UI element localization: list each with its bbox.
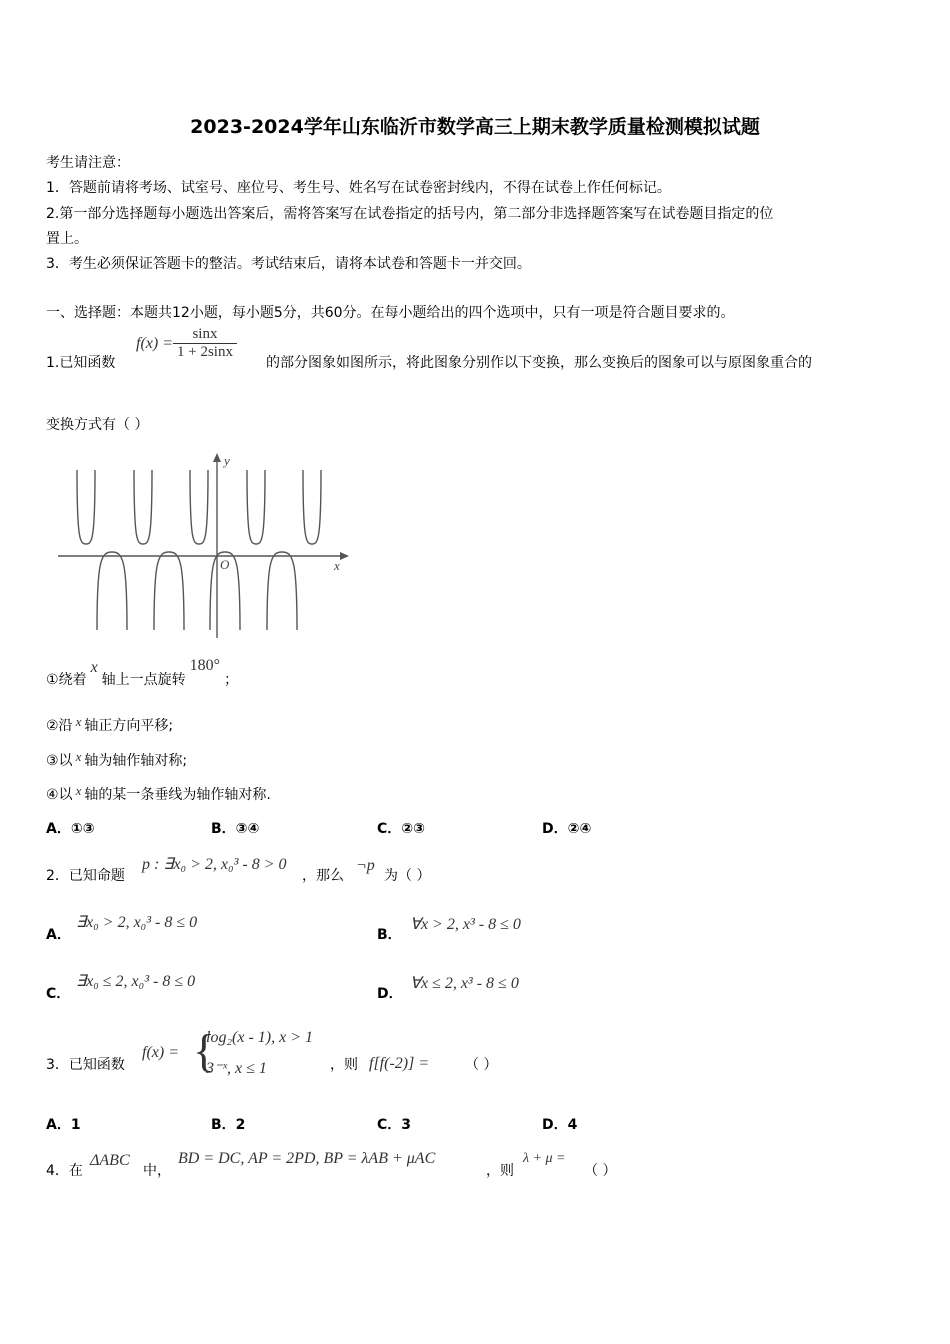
lower-branch-1 bbox=[97, 552, 127, 630]
q1-graph bbox=[50, 448, 355, 643]
q2-option-b[interactable]: ∀x > 2, x³ - 8 ≤ 0 bbox=[410, 916, 521, 933]
q3-case-2: 3⁻ˣ, x ≤ 1 bbox=[206, 1060, 267, 1077]
q1-item1-text-a: ①绕着 bbox=[46, 672, 87, 688]
q2-option-c[interactable]: ∃x₀ ≤ 2, x₀³ - 8 ≤ 0 bbox=[76, 973, 196, 990]
upper-branch-2 bbox=[134, 470, 152, 544]
page-title: 2023-2024学年山东临沂市数学高三上期末教学质量检测模拟试题 bbox=[190, 116, 760, 138]
upper-branch-3 bbox=[190, 470, 208, 544]
q3-case-1: log₂(x - 1), x > 1 bbox=[206, 1029, 313, 1046]
q1-item1-text-b: 轴上一点旋转 bbox=[101, 672, 186, 688]
notice-item-3: 3．考生必须保证答题卡的整洁。考试结束后，请将本试卷和答题卡一并交回。 bbox=[46, 256, 531, 272]
q1-item2-var: x bbox=[75, 714, 82, 729]
q1-item2-text-a: ②沿 bbox=[46, 718, 73, 734]
q2-suffix: 为（ ） bbox=[384, 868, 431, 884]
q1-option-d[interactable]: D．②④ bbox=[542, 821, 592, 837]
q1-option-a[interactable]: A．①③ bbox=[46, 821, 95, 837]
q1-item4-text-b: 轴的某一条垂线为轴作轴对称. bbox=[84, 787, 271, 803]
q1-item1 bbox=[46, 657, 239, 689]
q3-option-c[interactable]: C．3 bbox=[377, 1117, 412, 1133]
y-axis-arrow bbox=[213, 453, 221, 462]
q1-item3 bbox=[46, 750, 187, 770]
q4-prefix: 4．在 bbox=[46, 1163, 83, 1179]
q1-item1-var: x bbox=[90, 659, 98, 676]
q3-middle: ，则 bbox=[330, 1057, 358, 1073]
q1-func: f(x) = bbox=[136, 334, 173, 352]
q1-item4-text-a: ④以 bbox=[46, 787, 73, 803]
q1-option-c[interactable]: C．②③ bbox=[377, 821, 425, 837]
lower-branch-2 bbox=[154, 552, 184, 630]
q2-option-a-label[interactable]: A． bbox=[46, 927, 71, 943]
q2-prefix: 2．已知命题 bbox=[46, 868, 125, 884]
notice-item-2: 2.第一部分选择题每小题选出答案后，需将答案写在试卷指定的括号内，第二部分非选择题答案写在试卷题目指定的位 bbox=[46, 206, 774, 222]
upper-branch-5 bbox=[303, 470, 321, 544]
q2-option-d-label[interactable]: D． bbox=[377, 986, 403, 1002]
q3-option-a[interactable]: A．1 bbox=[46, 1117, 81, 1133]
q1-line2: 变换方式有（ ） bbox=[46, 417, 149, 433]
q1-numerator: sinx bbox=[192, 326, 218, 342]
q1-item1-text-c: ； bbox=[224, 672, 239, 688]
q3-suffix: （ ） bbox=[465, 1057, 498, 1073]
q4-condition: BD = DC, AP = 2PD, BP = λAB + μAC bbox=[178, 1150, 436, 1167]
q4-middle: 中， bbox=[143, 1163, 171, 1179]
upper-branch-1 bbox=[77, 470, 95, 544]
q4-then: ，则 bbox=[486, 1163, 514, 1179]
q3-option-b[interactable]: B．2 bbox=[211, 1117, 246, 1133]
q3-option-d[interactable]: D．4 bbox=[542, 1117, 578, 1133]
origin-label: O bbox=[220, 557, 230, 572]
section-heading: 一、选择题：本题共12小题，每小题5分，共60分。在每小题给出的四个选项中，只有一项是符合题目要求的。 bbox=[46, 305, 735, 321]
q1-item4-var: x bbox=[75, 783, 82, 798]
q2-option-d[interactable]: ∀x ≤ 2, x³ - 8 ≤ 0 bbox=[410, 975, 519, 992]
q1-fraction bbox=[173, 326, 237, 361]
y-axis-label: y bbox=[224, 453, 230, 468]
q4-suffix: （ ） bbox=[584, 1163, 617, 1179]
q2-option-b-label[interactable]: B． bbox=[377, 927, 402, 943]
x-axis-arrow bbox=[340, 552, 349, 560]
q3-expr: f[f(-2)] = bbox=[369, 1055, 430, 1072]
q3-brace: { bbox=[193, 1025, 216, 1076]
notice-item-2-cont: 置上。 bbox=[46, 231, 88, 247]
q1-suffix: 的部分图象如图所示，将此图象分别作以下变换，那么变换后的图象可以与原图象重合的 bbox=[266, 355, 812, 371]
q1-prefix: 1.已知函数 bbox=[46, 355, 116, 371]
q1-item3-text-b: 轴为轴作轴对称; bbox=[84, 753, 188, 769]
lower-branch-4 bbox=[267, 552, 297, 630]
q2-option-c-label[interactable]: C． bbox=[46, 986, 71, 1002]
q1-item2 bbox=[46, 715, 173, 735]
q1-item1-angle: 180° bbox=[189, 657, 221, 674]
q2-proposition: p : ∃x₀ > 2, x₀³ - 8 > 0 bbox=[142, 856, 287, 873]
x-axis-label: x bbox=[334, 558, 340, 573]
q1-item3-var: x bbox=[75, 749, 82, 764]
q1-denominator: 1 + 2sinx bbox=[173, 343, 237, 361]
notice-item-1: 1．答题前请将考场、试室号、座位号、考生号、姓名写在试卷密封线内，不得在试卷上作任何标记。 bbox=[46, 180, 671, 196]
q4-expr: λ + μ = bbox=[523, 1151, 566, 1166]
q1-item4 bbox=[46, 784, 271, 804]
q4-triangle: ΔABC bbox=[90, 1152, 130, 1169]
notice-heading: 考生请注意： bbox=[46, 155, 130, 171]
q2-option-a[interactable]: ∃x₀ > 2, x₀³ - 8 ≤ 0 bbox=[76, 914, 198, 931]
q3-func: f(x) = bbox=[142, 1044, 179, 1061]
q2-middle: ，那么 bbox=[302, 868, 344, 884]
q1-item2-text-b: 轴正方向平移; bbox=[84, 718, 174, 734]
q1-option-b[interactable]: B．③④ bbox=[211, 821, 260, 837]
q3-prefix: 3．已知函数 bbox=[46, 1057, 125, 1073]
upper-branch-4 bbox=[247, 470, 265, 544]
q1-formula bbox=[136, 326, 237, 361]
q1-item3-text-a: ③以 bbox=[46, 753, 73, 769]
q2-negp: ¬p bbox=[356, 857, 375, 874]
